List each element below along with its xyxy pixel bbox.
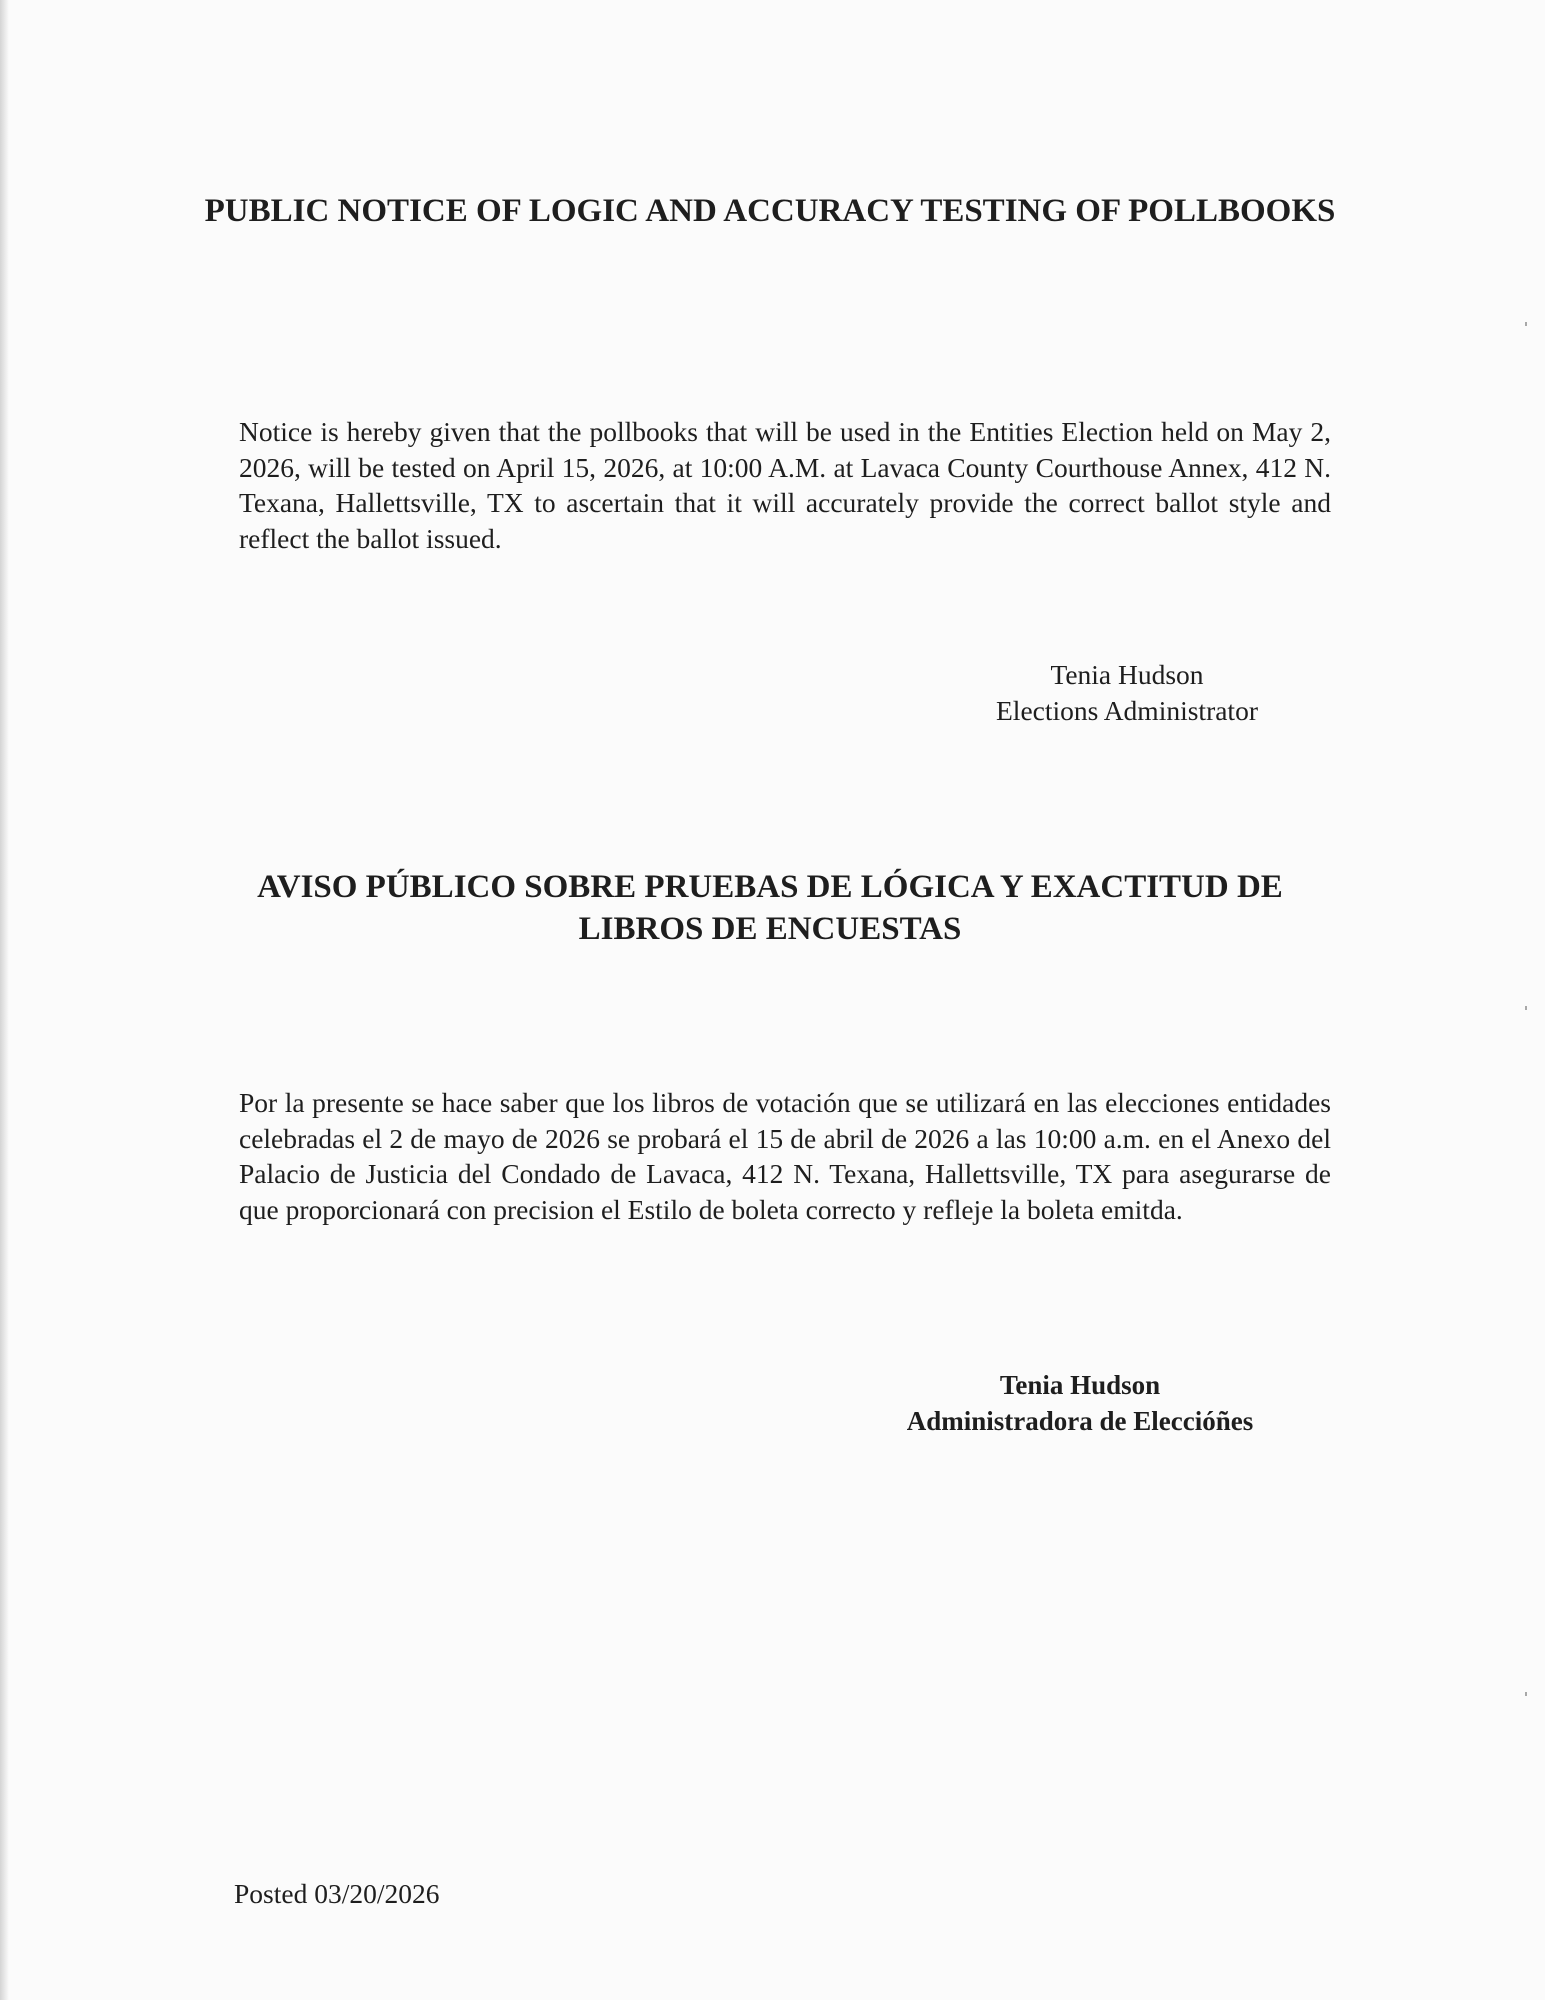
notice-body-spanish: Por la presente se hace saber que los libros de votación que se utilizará en las elecciones entidades celebradas el 2 de mayo de 2026 se probará el 15 de abril de 2026 a las 10:00 a.m. en el Anexo del Palacio de Justicia del Condado de Lavaca, 412 N. Texana, Hallettsville, TX para asegurarse de que proporcionará con precision el Estilo de boleta correcto y refleje la boleta emitda. bbox=[239, 1087, 1331, 1225]
notice-title-spanish: AVISO PÚBLICO SOBRE PRUEBAS DE LÓGICA Y EXACTITUD DE LIBROS DE ENCUESTAS bbox=[257, 869, 1283, 947]
scan-speck bbox=[1525, 1692, 1527, 1696]
signature-block-english bbox=[962, 657, 1292, 728]
scan-page-edge bbox=[0, 0, 9, 2000]
posted-date: Posted 03/20/2026 bbox=[234, 1878, 440, 1909]
scan-speck bbox=[1525, 1006, 1527, 1010]
signature-title: Administradora de Eleccióñes bbox=[906, 1406, 1254, 1436]
notice-body-english: Notice is hereby given that the pollbooks that will be used in the Entities Election held on May 2, 2026, will be tested on April 15, 2026, at 10:00 A.M. at Lavaca County Courthouse Annex, 412 N. Texana, Hallettsville, TX to ascertain that it will accurately provide the correct ballot style and reflect the ballot issued. bbox=[239, 416, 1331, 554]
signature-name: Tenia Hudson bbox=[999, 1370, 1161, 1400]
signature-name: Tenia Hudson bbox=[1050, 659, 1204, 690]
signature-block-spanish bbox=[850, 1367, 1310, 1439]
scan-speck bbox=[1525, 322, 1527, 326]
notice-title-english: PUBLIC NOTICE OF LOGIC AND ACCURACY TESTING OF POLLBOOKS bbox=[204, 193, 1336, 229]
signature-title: Elections Administrator bbox=[996, 694, 1258, 726]
